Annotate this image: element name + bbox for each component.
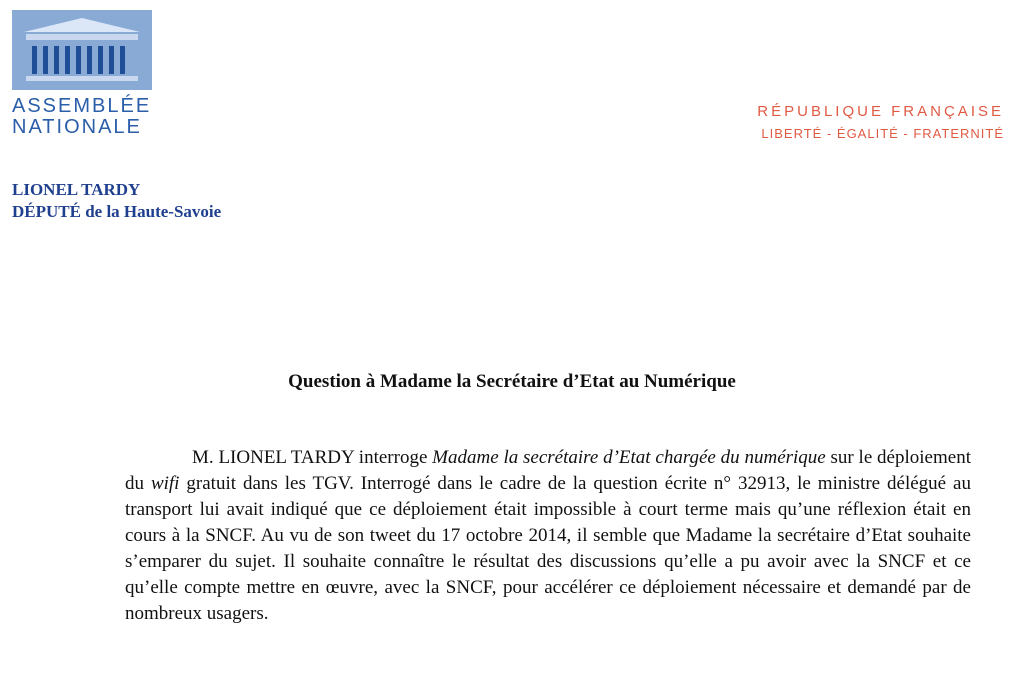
author-role: DÉPUTÉ de la Haute-Savoie <box>12 202 222 221</box>
author-name: LIONEL TARDY <box>12 180 141 199</box>
building-icon <box>12 10 152 90</box>
logo-line-2: NATIONALE <box>12 116 142 138</box>
republic-motto-line: LIBERTÉ - ÉGALITÉ - FRATERNITÉ <box>761 126 1004 141</box>
body-part-3: gratuit dans les TGV. Interrogé dans le cadre de la question écrite n° 32913, le ministre délégué au transport lui avait indiqué que ce déploiement était impossible à court terme mais qu’une réflexion était en cours à la SNCF. Au vu de son tweet du 17 octobre 2014, il semble que Madame la secrétaire d’Etat souhaite s’emparer du sujet. Il souhaite connaître le résultat des discussions qu’elle a pu avoir avec la SNCF et ce qu’elle compte mettre en œuvre, avec la SNCF, pour accélérer ce déploiement nécessaire et demandé par de nombreux usagers. <box>125 473 971 624</box>
assemblee-nationale-logo <box>12 10 157 138</box>
republic-name: RÉPUBLIQUE FRANÇAISE <box>757 103 1004 120</box>
body-part-1: M. LIONEL TARDY interroge <box>192 447 433 468</box>
document-title: Question à Madame la Secrétaire d’Etat au Numérique <box>288 371 736 392</box>
body-emphasis-2: wifi <box>150 473 180 494</box>
logo-line-1: ASSEMBLÉE <box>12 95 152 117</box>
author-block <box>12 179 221 223</box>
body-emphasis-1: Madame la secrétaire d’Etat chargée du numérique <box>432 447 826 468</box>
question-body <box>125 445 971 627</box>
body-part-2: sur le déploiement du <box>125 447 971 494</box>
republic-motto <box>757 103 1004 141</box>
